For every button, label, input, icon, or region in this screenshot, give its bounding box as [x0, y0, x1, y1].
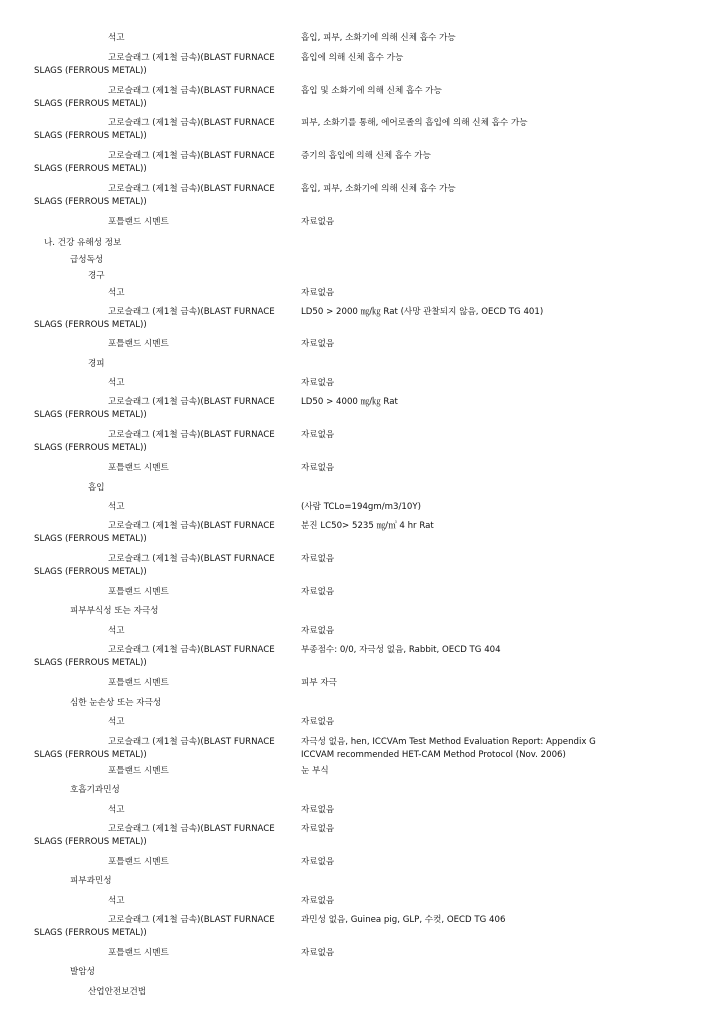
health-hazard-heading: 나. 건강 유해성 정보	[44, 238, 122, 248]
route-value: 흡입, 피부, 소화기에 의해 신체 흡수 가능	[301, 33, 456, 43]
substance-label-cont: SLAGS (FERROUS METAL))	[34, 443, 147, 453]
substance-label-cont: SLAGS (FERROUS METAL))	[34, 837, 147, 847]
resp-sensitization-value: 자료없음	[301, 824, 335, 834]
substance-label: 고로슬래그 (제1철 금속)(BLAST FURNACE	[108, 86, 275, 96]
substance-label-cont: SLAGS (FERROUS METAL))	[34, 131, 147, 141]
resp-sensitization-value: 자료없음	[301, 857, 335, 867]
dermal-value: 자료없음	[301, 378, 335, 388]
skin-corrosion-value: 피부 자극	[301, 678, 337, 688]
skin-corrosion-value: 부종점수: 0/0, 자극성 없음, Rabbit, OECD TG 404	[301, 645, 501, 655]
skin-corrosion-heading: 피부부식성 또는 자극성	[70, 606, 159, 616]
substance-label: 고로슬래그 (제1철 금속)(BLAST FURNACE	[108, 151, 275, 161]
substance-label: 석고	[108, 896, 125, 906]
substance-label: 석고	[108, 378, 125, 388]
dermal-value: 자료없음	[301, 430, 335, 440]
substance-label: 석고	[108, 288, 125, 298]
substance-label: 고로슬래그 (제1철 금속)(BLAST FURNACE	[108, 554, 275, 564]
inhalation-heading: 흡입	[88, 483, 105, 493]
route-value: 흡입, 피부, 소화기에 의해 신체 흡수 가능	[301, 184, 456, 194]
substance-label: 석고	[108, 502, 125, 512]
inhalation-value: 자료없음	[301, 587, 335, 597]
substance-label: 포틀랜드 시멘트	[108, 857, 169, 867]
skin-sensitization-value: 자료없음	[301, 896, 335, 906]
skin-corrosion-value: 자료없음	[301, 626, 335, 636]
eye-damage-value: 자료없음	[301, 717, 335, 727]
carcinogenicity-heading: 발암성	[70, 967, 95, 977]
substance-label-cont: SLAGS (FERROUS METAL))	[34, 534, 147, 544]
substance-label: 포틀랜드 시멘트	[108, 339, 169, 349]
dermal-heading: 경피	[88, 359, 105, 369]
route-value: 자료없음	[301, 217, 335, 227]
inhalation-value: (사람 TCLo=194gm/m3/10Y)	[301, 502, 421, 512]
substance-label: 고로슬래그 (제1철 금속)(BLAST FURNACE	[108, 53, 275, 63]
substance-label: 포틀랜드 시멘트	[108, 463, 169, 473]
route-value: 흡입 및 소화기에 의해 신체 흡수 가능	[301, 86, 442, 96]
substance-label: 고로슬래그 (제1철 금속)(BLAST FURNACE	[108, 307, 275, 317]
substance-label-cont: SLAGS (FERROUS METAL))	[34, 928, 147, 938]
substance-label-cont: SLAGS (FERROUS METAL))	[34, 750, 147, 760]
substance-label: 포틀랜드 시멘트	[108, 948, 169, 958]
route-value: 증기의 흡입에 의해 신체 흡수 가능	[301, 151, 431, 161]
skin-sensitization-value: 과민성 없음, Guinea pig, GLP, 수컷, OECD TG 406	[301, 915, 506, 925]
substance-label-cont: SLAGS (FERROUS METAL))	[34, 197, 147, 207]
substance-label: 고로슬래그 (제1철 금속)(BLAST FURNACE	[108, 824, 275, 834]
eye-damage-value: 눈 부식	[301, 766, 329, 776]
inhalation-value: 분진 LC50> 5235 ㎎/㎥ 4 hr Rat	[301, 521, 434, 531]
skin-sensitization-value: 자료없음	[301, 948, 335, 958]
substance-label: 고로슬래그 (제1철 금속)(BLAST FURNACE	[108, 397, 275, 407]
substance-label-cont: SLAGS (FERROUS METAL))	[34, 658, 147, 668]
substance-label: 포틀랜드 시멘트	[108, 678, 169, 688]
oral-value: 자료없음	[301, 339, 335, 349]
eye-damage-heading: 심한 눈손상 또는 자극성	[70, 698, 162, 708]
eye-damage-value-cont: ICCVAM recommended HET-CAM Method Protocol (Nov. 2006)	[301, 750, 566, 760]
substance-label: 포틀랜드 시멘트	[108, 766, 169, 776]
substance-label-cont: SLAGS (FERROUS METAL))	[34, 567, 147, 577]
acute-toxicity-heading: 급성독성	[70, 255, 104, 265]
substance-label: 석고	[108, 626, 125, 636]
substance-label: 포틀랜드 시멘트	[108, 587, 169, 597]
substance-label: 고로슬래그 (제1철 금속)(BLAST FURNACE	[108, 430, 275, 440]
oral-heading: 경구	[88, 271, 105, 281]
inhalation-value: 자료없음	[301, 554, 335, 564]
substance-label: 석고	[108, 33, 125, 43]
substance-label: 고로슬래그 (제1철 금속)(BLAST FURNACE	[108, 737, 275, 747]
substance-label: 고로슬래그 (제1철 금속)(BLAST FURNACE	[108, 521, 275, 531]
substance-label: 석고	[108, 717, 125, 727]
route-value: 피부, 소화기를 통해, 에어로졸의 흡입에 의해 신체 흡수 가능	[301, 118, 528, 128]
oral-value: 자료없음	[301, 288, 335, 298]
substance-label: 고로슬래그 (제1철 금속)(BLAST FURNACE	[108, 645, 275, 655]
osha-heading: 산업안전보건법	[88, 987, 147, 997]
substance-label-cont: SLAGS (FERROUS METAL))	[34, 66, 147, 76]
dermal-value: 자료없음	[301, 463, 335, 473]
substance-label: 고로슬래그 (제1철 금속)(BLAST FURNACE	[108, 915, 275, 925]
skin-sensitization-heading: 피부과민성	[70, 876, 112, 886]
substance-label: 석고	[108, 805, 125, 815]
substance-label: 고로슬래그 (제1철 금속)(BLAST FURNACE	[108, 184, 275, 194]
oral-value: LD50 > 2000 ㎎/㎏ Rat (사망 관찰되지 않음, OECD TG 401)	[301, 307, 544, 317]
substance-label-cont: SLAGS (FERROUS METAL))	[34, 164, 147, 174]
substance-label-cont: SLAGS (FERROUS METAL))	[34, 99, 147, 109]
eye-damage-value: 자극성 없음, hen, ICCVAm Test Method Evaluation Report: Appendix G	[301, 737, 596, 747]
route-value: 흡입에 의해 신체 흡수 가능	[301, 53, 404, 63]
resp-sensitization-value: 자료없음	[301, 805, 335, 815]
dermal-value: LD50 > 4000 ㎎/㎏ Rat	[301, 397, 398, 407]
substance-label: 포틀랜드 시멘트	[108, 217, 169, 227]
substance-label-cont: SLAGS (FERROUS METAL))	[34, 410, 147, 420]
resp-sensitization-heading: 호흡기과민성	[70, 785, 120, 795]
substance-label: 고로슬래그 (제1철 금속)(BLAST FURNACE	[108, 118, 275, 128]
substance-label-cont: SLAGS (FERROUS METAL))	[34, 320, 147, 330]
